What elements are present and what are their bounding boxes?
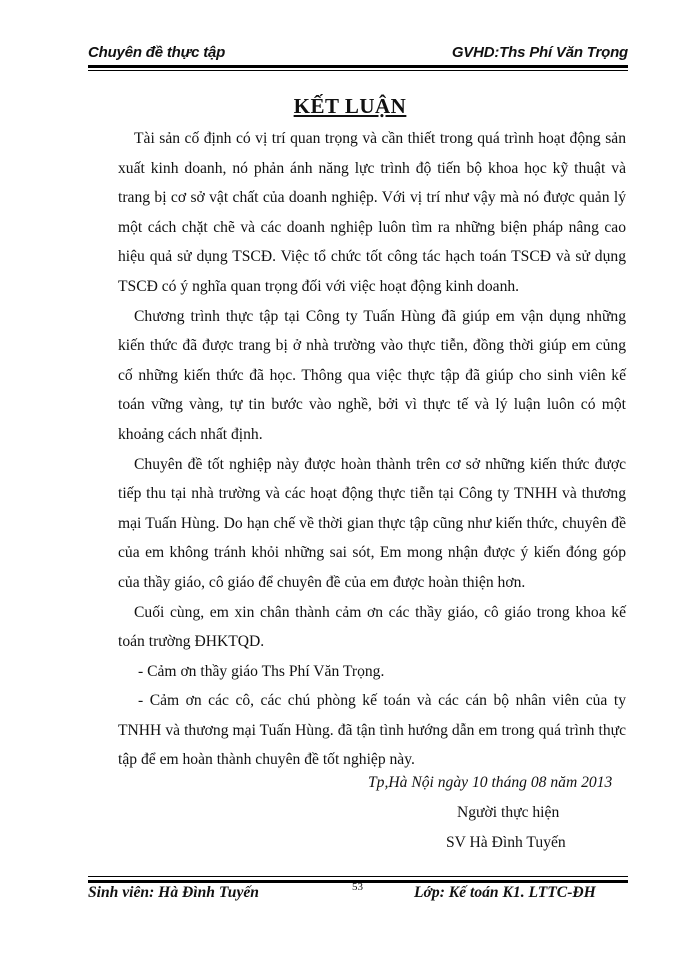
footer-student: Sinh viên: Hà Đình Tuyến	[88, 884, 259, 901]
footer-rule-thin	[88, 876, 628, 877]
paragraph: - Cảm ơn thầy giáo Ths Phí Văn Trọng.	[138, 662, 385, 680]
header-rule-thick	[88, 65, 628, 68]
paragraph: Chuyên đề tốt nghiệp này được hoàn thành trên cơ sở những kiến thức được tiếp thu tại nhà trường và các hoạt động thực tiễn tại Công ty TNHH và thương mại Tuấn Hùng. Do hạn chế về thời gian thực tập cũng như kiến thức, chuyên đề của em không tránh khỏi những sai sót, Em mong nhận được ý kiến đóng góp của thầy giáo, cô giáo để chuyên đề của em được hoàn thiện hơn.	[118, 455, 626, 591]
paragraph: Chương trình thực tập tại Công ty Tuấn Hùng đã giúp em vận dụng những kiến thức đã được trang bị ở nhà trường vào thực tiễn, đồng thời giúp em củng cố những kiến thức đã học. Thông qua việc thực tập đã giúp cho sinh viên kế toán vững vàng, tự tin bước vào nghề, bởi vì thực tế và lý luận luôn có một khoảng cách nhất định.	[118, 307, 626, 443]
signature-name: SV Hà Đình Tuyến	[446, 834, 566, 851]
paragraph: Tài sản cố định có vị trí quan trọng và cần thiết trong quá trình hoạt động sản xuất kinh doanh, nó phản ánh năng lực trình độ tiến bộ khoa học kỹ thuật và trang bị cơ sở vật chất của doanh nghiệp. Với vị trí như vậy mà nó được quản lý một cách chặt chẽ và các doanh nghiệp luôn tìm ra những biện pháp nâng cao hiệu quả sử dụng TSCĐ. Việc tổ chức tốt công tác hạch toán TSCĐ và sử dụng TSCĐ có ý nghĩa quan trọng đối với việc hoạt động kinh doanh.	[118, 130, 626, 295]
page-header	[88, 44, 628, 61]
document-body	[118, 124, 626, 775]
header-right-text: GVHD:Ths Phí Văn Trọng	[451, 44, 628, 61]
footer-class: Lớp: Kế toán K1. LTTC-ĐH	[414, 884, 596, 901]
paragraph: Cuối cùng, em xin chân thành cảm ơn các thầy giáo, cô giáo trong khoa kế toán trường ĐHKTQD.	[118, 603, 626, 651]
paragraph: - Cảm ơn các cô, các chú phòng kế toán và các cán bộ nhân viên của ty TNHH và thương mại Tuấn Hùng. đã tận tình hướng dẫn em trong quá trình thực tập để em hoàn thành chuyên đề tốt nghiệp này.	[118, 692, 626, 769]
signature-date: Tp,Hà Nội ngày 10 tháng 08 năm 2013	[368, 774, 613, 791]
signature-role: Người thực hiện	[457, 804, 560, 821]
page-title: KẾT LUẬN	[293, 94, 407, 118]
page-number: 53	[352, 881, 363, 893]
header-left-text: Chuyên đề thực tập	[88, 44, 226, 61]
header-rule-thin	[88, 70, 628, 71]
